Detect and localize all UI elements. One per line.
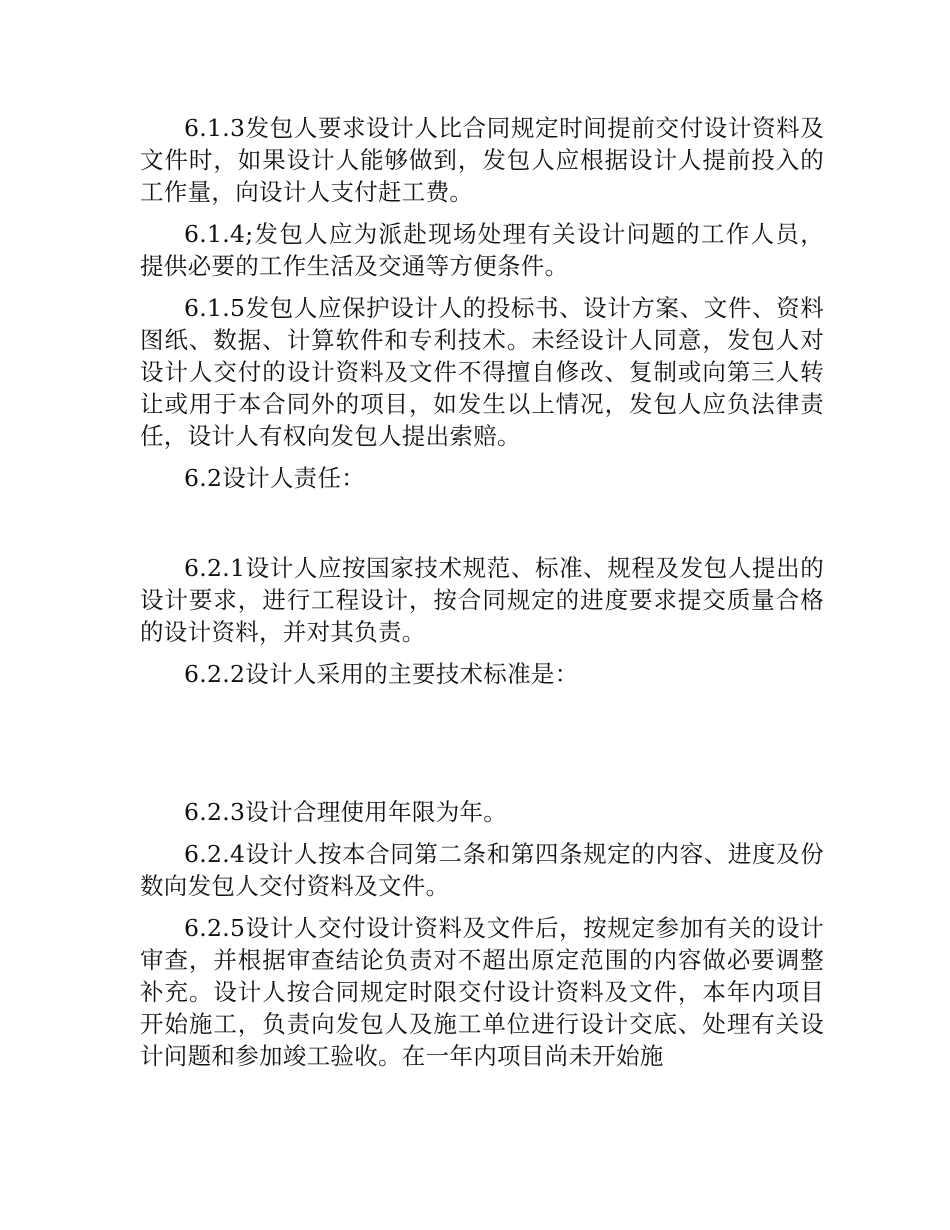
section-6-2-heading: 6.2设计人责任： [184,464,366,492]
clause-6-2-4: 6.2.4设计人按本合同第二条和第四条规定的内容、进度及份数向发包人交付资料及文件。 [140,840,824,900]
clause-6-2-2: 6.2.2设计人采用的主要技术标准是： [184,660,579,688]
clause-6-1-5: 6.1.5发包人应保护设计人的投标书、设计方案、文件、资料图纸、数据、计算软件和专利技术。未经设计人同意，发包人对设计人交付的设计资料及文件不得擅自修改、复制或向第三人转让或用于本合同外的项目，如发生以上情况，发包人应负法律责任，设计人有权向发包人提出索赔。 [140,294,824,450]
clause-6-1-4: 6.1.4;发包人应为派赴现场处理有关设计问题的工作人员，提供必要的工作生活及交通等方便条件。 [140,220,824,280]
clause-6-2-1: 6.2.1设计人应按国家技术规范、标准、规程及发包人提出的设计要求，进行工程设计，按合同规定的进度要求提交质量合格的设计资料，并对其负责。 [140,554,824,646]
document-body [140,112,824,1082]
clause-6-1-3: 6.1.3发包人要求设计人比合同规定时间提前交付设计资料及文件时，如果设计人能够做到，发包人应根据设计人提前投入的工作量，向设计人支付赶工费。 [140,114,824,206]
blank-space [140,504,824,552]
clause-6-2-5: 6.2.5设计人交付设计资料及文件后，按规定参加有关的设计审查，并根据审查结论负责对不超出原定范围的内容做必要调整补充。设计人按合同规定时限交付设计资料及文件，本年内项目开始施工，负责向发包人及施工单位进行设计交底、处理有关设计问题和参加竣工验收。在一年内项目尚未开始施 [140,914,824,1070]
clause-6-2-3: 6.2.3设计合理使用年限为年。 [184,798,508,826]
blank-space [140,700,824,796]
